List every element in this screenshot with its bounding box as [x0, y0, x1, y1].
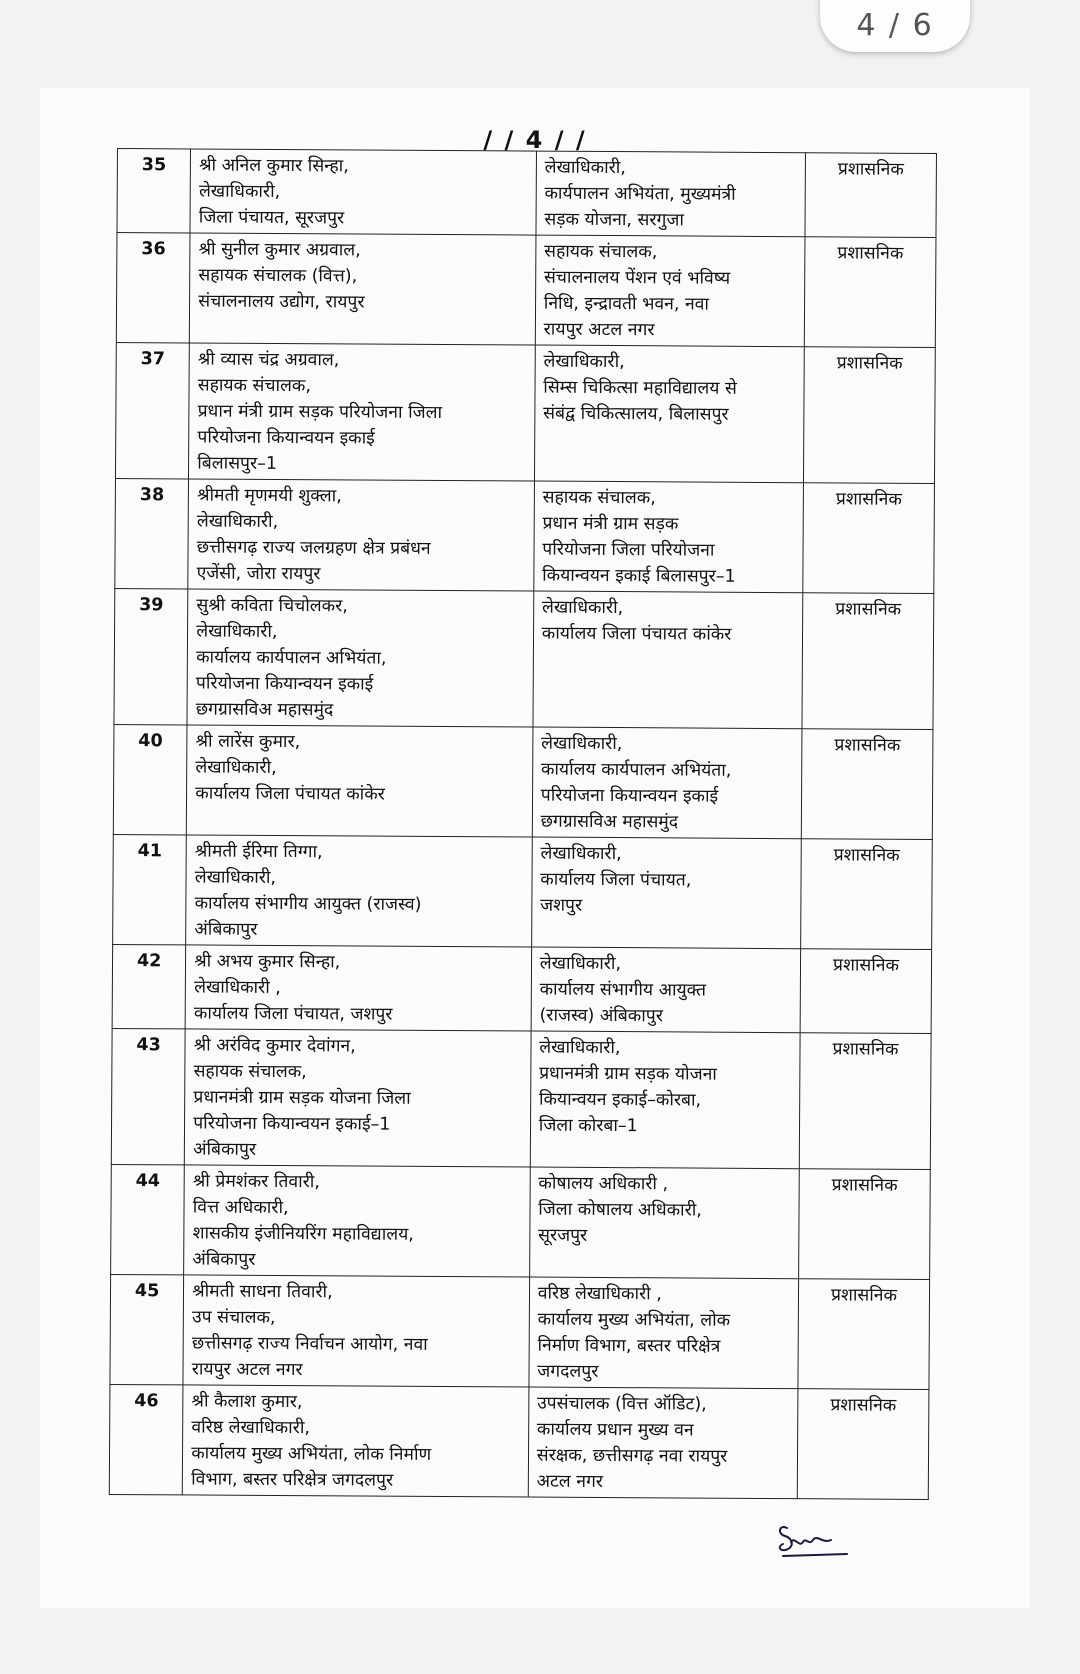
serial-number: 43: [111, 1028, 185, 1164]
new-posting-cell: [529, 1167, 799, 1279]
current-posting-line: श्रीमती ईरिमा तिग्गा,: [194, 841, 323, 863]
current-posting-line: लेखाधिकारी,: [194, 867, 277, 888]
serial-number: 37: [115, 342, 189, 478]
new-posting-line: कोषालय अधिकारी ,: [538, 1173, 669, 1195]
new-posting-line: कार्यपालन अभियंता, मुख्यमंत्री: [544, 183, 736, 205]
new-posting-line: जगदलपुर: [537, 1361, 599, 1382]
new-posting-line: निर्माण विभाग, बस्तर परिक्षेत्र: [537, 1335, 721, 1357]
current-posting-line: छत्तीसगढ़ राज्य जलग्रहण क्षेत्र प्रबंधन: [196, 537, 431, 559]
current-posting-line: लेखाधिकारी,: [196, 621, 278, 642]
current-posting-line: लेखाधिकारी,: [198, 181, 281, 202]
current-posting-line: प्रधान मंत्री ग्राम सड़क परियोजना जिला: [197, 401, 443, 423]
transfer-type: प्रशासनिक: [804, 237, 936, 348]
new-posting-cell: [534, 481, 804, 593]
current-posting-line: प्रधानमंत्री ग्राम सड़क योजना जिला: [193, 1087, 411, 1109]
current-posting-line: कार्यालय मुख्य अभियंता, लोक निर्माण: [191, 1443, 432, 1465]
current-posting-line: अंबिकापुर: [193, 1139, 257, 1160]
serial-number: 39: [114, 588, 188, 724]
table-row: [111, 1028, 931, 1169]
transfer-type: प्रशासनिक: [798, 1279, 930, 1390]
new-posting-cell: [528, 1387, 798, 1499]
current-posting-line: कार्यालय कार्यपालन अभियंता,: [196, 647, 387, 669]
signature: [775, 1518, 855, 1563]
current-posting-cell: [190, 233, 536, 345]
current-posting-cell: [184, 1165, 530, 1277]
new-posting-line: वरिष्ठ लेखाधिकारी ,: [537, 1283, 662, 1305]
serial-number: 46: [109, 1384, 183, 1494]
new-posting-cell: [536, 151, 806, 237]
new-posting-line: अटल नगर: [536, 1471, 604, 1492]
current-posting-line: कार्यालय जिला पंचायत, जशपुर: [193, 1003, 393, 1025]
current-posting-line: संचालनालय उद्योग, रायपुर: [198, 291, 365, 313]
new-posting-line: छगग्रासविअ महासमुंद: [540, 811, 679, 833]
new-posting-line: कार्यालय संभागीय आयुक्त: [539, 979, 707, 1001]
current-posting-line: छत्तीसगढ़ राज्य निर्वाचन आयोग, नवा: [191, 1333, 428, 1355]
transfer-table-body: [109, 149, 936, 1500]
current-posting-line: अंबिकापुर: [192, 1249, 256, 1270]
table-row: [109, 1384, 929, 1499]
transfer-type: प्रशासनिक: [803, 347, 935, 484]
new-posting-line: कार्यालय जिला पंचायत कांकेर: [541, 623, 732, 645]
new-posting-line: जशपुर: [540, 895, 583, 916]
current-posting-line: श्री अभय कुमार सिन्हा,: [194, 951, 341, 973]
current-posting-line: कार्यालय जिला पंचायत कांकेर: [195, 783, 385, 805]
new-posting-line: (राजस्व) अंबिकापुर: [539, 1005, 663, 1027]
transfer-table: [109, 148, 937, 1500]
current-posting-line: परियोजना कियान्वयन इकाई: [197, 427, 375, 449]
transfer-type: प्रशासनिक: [800, 949, 932, 1034]
current-posting-line: श्री अरंविद कुमार देवांगन,: [193, 1035, 356, 1057]
new-posting-line: प्रधान मंत्री ग्राम सड़क: [542, 513, 679, 535]
current-posting-cell: [185, 1029, 531, 1167]
new-posting-cell: [532, 727, 802, 839]
serial-number: 45: [110, 1274, 184, 1384]
new-posting-line: लेखाधिकारी,: [544, 157, 626, 179]
new-posting-cell: [529, 1277, 799, 1389]
table-row: [115, 342, 935, 483]
current-posting-line: लेखाधिकारी,: [196, 511, 279, 532]
new-posting-cell: [533, 591, 803, 729]
current-posting-line: लेखाधिकारी,: [195, 757, 277, 778]
current-posting-line: बिलासपुर–1: [197, 453, 278, 474]
new-posting-line: कार्यालय जिला पंचायत,: [540, 869, 692, 891]
current-posting-line: अंबिकापुर: [194, 919, 258, 940]
current-posting-cell: [187, 725, 533, 837]
new-posting-line: कार्यालय प्रधान मुख्य वन: [536, 1419, 694, 1441]
new-posting-cell: [535, 235, 805, 347]
new-posting-line: परियोजना कियान्वयन इकाई: [540, 785, 719, 807]
table-row: [111, 1164, 931, 1279]
current-posting-line: वित्त अधिकारी,: [192, 1197, 289, 1219]
new-posting-line: कार्यालय मुख्य अभियंता, लोक: [537, 1309, 731, 1331]
new-posting-line: सड़क योजना, सरगुजा: [544, 209, 685, 231]
current-posting-cell: [183, 1385, 529, 1497]
table-row: [115, 478, 935, 593]
new-posting-line: रायपुर अटल नगर: [543, 319, 655, 341]
current-posting-cell: [190, 149, 536, 235]
new-posting-line: लेखाधिकारी,: [539, 1037, 621, 1059]
serial-number: 36: [116, 233, 190, 343]
page-number: / / 4 / /: [483, 126, 587, 154]
document-page: [40, 88, 1030, 1608]
new-posting-line: उपसंचालक (वित्त ऑडिट),: [537, 1393, 707, 1415]
table-row: [117, 149, 936, 238]
current-posting-line: सुश्री कविता चिचोलकर,: [196, 595, 348, 617]
current-posting-cell: [186, 835, 532, 947]
new-posting-line: सूरजपुर: [538, 1225, 588, 1246]
transfer-type: प्रशासनिक: [803, 483, 935, 594]
transfer-type: प्रशासनिक: [797, 1389, 929, 1500]
current-posting-line: श्री अनिल कुमार सिन्हा,: [199, 155, 349, 177]
new-posting-line: सहायक संचालक,: [542, 487, 656, 509]
current-posting-line: उप संचालक,: [192, 1307, 276, 1328]
table-row: [112, 944, 931, 1033]
table-row: [113, 834, 933, 949]
current-posting-line: श्री सुनील कुमार अग्रवाल,: [198, 239, 361, 261]
current-posting-line: श्रीमती साधना तिवारी,: [192, 1281, 333, 1303]
current-posting-line: जिला पंचायत, सूरजपुर: [198, 207, 345, 229]
new-posting-line: सिम्स चिकित्सा महाविद्यालय से: [543, 377, 737, 399]
new-posting-line: लेखाधिकारी,: [539, 953, 622, 975]
new-posting-line: परियोजना जिला परियोजना: [542, 539, 715, 561]
current-posting-line: श्रीमती मृणमयी शुक्ला,: [197, 485, 342, 507]
transfer-type: प्रशासनिक: [801, 729, 933, 840]
transfer-type: प्रशासनिक: [802, 593, 934, 730]
current-posting-line: शासकीय इंजीनियरिंग महाविद्यालय,: [192, 1223, 414, 1245]
serial-number: 35: [117, 149, 191, 233]
current-posting-line: परियोजना कियान्वयन इकाई–1: [193, 1113, 391, 1135]
current-posting-cell: [185, 945, 531, 1031]
new-posting-line: जिला कोरबा–1: [538, 1115, 638, 1137]
current-posting-line: श्री लारेंस कुमार,: [195, 731, 301, 753]
transfer-type: प्रशासनिक: [801, 839, 933, 950]
table-row: [110, 1274, 930, 1389]
current-posting-cell: [183, 1275, 529, 1387]
table-row: [114, 588, 934, 729]
current-posting-line: परियोजना कियान्वयन इकाई: [195, 673, 374, 695]
new-posting-line: निधि, इन्द्रावती भवन, नवा: [543, 293, 710, 315]
current-posting-cell: [189, 343, 535, 481]
new-posting-line: सहायक संचालक,: [544, 241, 658, 263]
new-posting-cell: [530, 1031, 800, 1169]
new-posting-line: कियान्वयन इकाई बिलासपुर–1: [542, 565, 736, 587]
current-posting-cell: [188, 479, 534, 591]
current-posting-line: कार्यालय संभागीय आयुक्त (राजस्व): [194, 893, 422, 915]
transfer-type: प्रशासनिक: [799, 1033, 931, 1170]
current-posting-line: श्री प्रेमशंकर तिवारी,: [192, 1171, 320, 1193]
current-posting-line: छगग्रासविअ महासमुंद: [195, 699, 334, 721]
new-posting-cell: [531, 837, 801, 949]
serial-number: 44: [111, 1164, 185, 1274]
serial-number: 38: [115, 478, 189, 588]
current-posting-line: विभाग, बस्तर परिक्षेत्र जगदलपुर: [191, 1469, 394, 1491]
current-posting-line: श्री व्यास चंद्र अग्रवाल,: [197, 349, 340, 371]
current-posting-line: सहायक संचालक,: [197, 375, 312, 397]
new-posting-line: लेखाधिकारी,: [541, 733, 623, 755]
new-posting-line: लेखाधिकारी,: [541, 597, 624, 619]
table-row: [113, 724, 933, 839]
serial-number: 42: [112, 944, 186, 1028]
new-posting-line: कियान्वयन इकाई–कोरबा,: [538, 1089, 702, 1111]
current-posting-line: सहायक संचालक (वित्त),: [198, 265, 358, 287]
transfer-type: प्रशासनिक: [799, 1169, 931, 1280]
current-posting-line: रायपुर अटल नगर: [191, 1359, 303, 1381]
transfer-type: प्रशासनिक: [805, 153, 937, 238]
serial-number: 40: [113, 724, 187, 834]
new-posting-line: कार्यालय कार्यपालन अभियंता,: [540, 759, 732, 781]
current-posting-line: एजेंसी, जोरा रायपुर: [196, 563, 321, 585]
new-posting-line: संरक्षक, छत्तीसगढ़ नवा रायपुर: [536, 1445, 728, 1467]
page-indicator[interactable]: 4 / 6: [820, 0, 970, 52]
new-posting-line: लेखाधिकारी,: [543, 351, 625, 373]
current-posting-line: श्री कैलाश कुमार,: [191, 1391, 303, 1413]
current-posting-line: वरिष्ठ लेखाधिकारी,: [191, 1417, 311, 1439]
serial-number: 41: [113, 834, 187, 944]
new-posting-line: प्रधानमंत्री ग्राम सड़क योजना: [539, 1063, 717, 1085]
current-posting-line: सहायक संचालक,: [193, 1061, 307, 1083]
current-posting-line: लेखाधिकारी ,: [194, 977, 281, 999]
current-posting-cell: [187, 589, 533, 727]
new-posting-line: लेखाधिकारी,: [540, 843, 622, 865]
new-posting-line: जिला कोषालय अधिकारी,: [538, 1199, 702, 1221]
new-posting-line: संबंद्व चिकित्सालय, बिलासपुर: [543, 403, 729, 425]
new-posting-cell: [531, 947, 801, 1033]
table-row: [116, 233, 936, 348]
new-posting-line: संचालनालय पेंशन एवं भविष्य: [543, 267, 731, 289]
new-posting-cell: [534, 345, 804, 483]
